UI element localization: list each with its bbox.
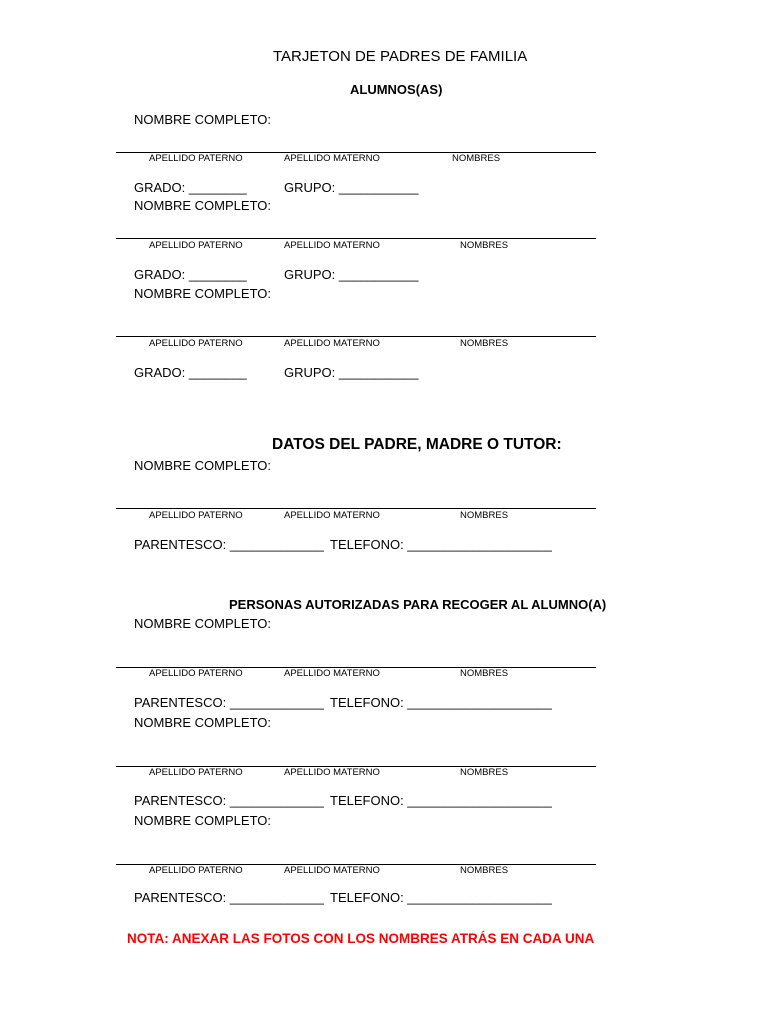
telefono-field[interactable]: TELEFONO: ____________________ [330, 537, 552, 552]
parentesco-field[interactable]: PARENTESCO: _____________ [134, 793, 324, 808]
nombre-completo-label: NOMBRE COMPLETO: [134, 813, 272, 828]
nombres-label: NOMBRES [452, 153, 501, 164]
apellido-materno-label: APELLIDO MATERNO [284, 338, 380, 349]
telefono-field[interactable]: TELEFONO: ____________________ [330, 890, 552, 905]
grado-field[interactable]: GRADO: ________ [134, 365, 247, 380]
telefono-field[interactable]: TELEFONO: ____________________ [330, 695, 552, 710]
grupo-field[interactable]: GRUPO: ___________ [284, 267, 419, 282]
parent-heading: DATOS DEL PADRE, MADRE O TUTOR: [272, 436, 562, 453]
nombre-completo-label: NOMBRE COMPLETO: [134, 616, 272, 631]
apellido-materno-label: APELLIDO MATERNO [284, 865, 380, 876]
name-line[interactable] [116, 238, 596, 239]
nombres-label: NOMBRES [460, 510, 509, 521]
parentesco-field[interactable]: PARENTESCO: _____________ [134, 537, 324, 552]
nombres-label: NOMBRES [460, 767, 509, 778]
grupo-field[interactable]: GRUPO: ___________ [284, 365, 419, 380]
authorized-heading: PERSONAS AUTORIZADAS PARA RECOGER AL ALUMNO(A) [229, 597, 607, 612]
apellido-paterno-label: APELLIDO PATERNO [149, 767, 243, 778]
grado-field[interactable]: GRADO: ________ [134, 180, 247, 195]
nombres-label: NOMBRES [460, 865, 509, 876]
apellido-paterno-label: APELLIDO PATERNO [149, 240, 243, 251]
apellido-materno-label: APELLIDO MATERNO [284, 153, 380, 164]
nombre-completo-label: NOMBRE COMPLETO: [134, 715, 272, 730]
nombres-label: NOMBRES [460, 338, 509, 349]
apellido-materno-label: APELLIDO MATERNO [284, 668, 380, 679]
parentesco-field[interactable]: PARENTESCO: _____________ [134, 695, 324, 710]
nombre-completo-label: NOMBRE COMPLETO: [134, 112, 272, 127]
photo-note: NOTA: ANEXAR LAS FOTOS CON LOS NOMBRES ATRÁS EN CADA UNA [127, 931, 595, 946]
apellido-paterno-label: APELLIDO PATERNO [149, 865, 243, 876]
nombre-completo-label: NOMBRE COMPLETO: [134, 458, 272, 473]
page-title: TARJETON DE PADRES DE FAMILIA [273, 48, 528, 65]
name-line[interactable] [116, 336, 596, 337]
apellido-paterno-label: APELLIDO PATERNO [149, 510, 243, 521]
apellido-materno-label: APELLIDO MATERNO [284, 767, 380, 778]
apellido-paterno-label: APELLIDO PATERNO [149, 338, 243, 349]
grado-field[interactable]: GRADO: ________ [134, 267, 247, 282]
apellido-materno-label: APELLIDO MATERNO [284, 510, 380, 521]
nombre-completo-label: NOMBRE COMPLETO: [134, 286, 272, 301]
nombres-label: NOMBRES [460, 240, 509, 251]
nombres-label: NOMBRES [460, 668, 509, 679]
students-heading: ALUMNOS(AS) [350, 82, 443, 97]
name-line[interactable] [116, 508, 596, 509]
apellido-paterno-label: APELLIDO PATERNO [149, 153, 243, 164]
telefono-field[interactable]: TELEFONO: ____________________ [330, 793, 552, 808]
apellido-materno-label: APELLIDO MATERNO [284, 240, 380, 251]
nombre-completo-label: NOMBRE COMPLETO: [134, 198, 272, 213]
parentesco-field[interactable]: PARENTESCO: _____________ [134, 890, 324, 905]
grupo-field[interactable]: GRUPO: ___________ [284, 180, 419, 195]
apellido-paterno-label: APELLIDO PATERNO [149, 668, 243, 679]
